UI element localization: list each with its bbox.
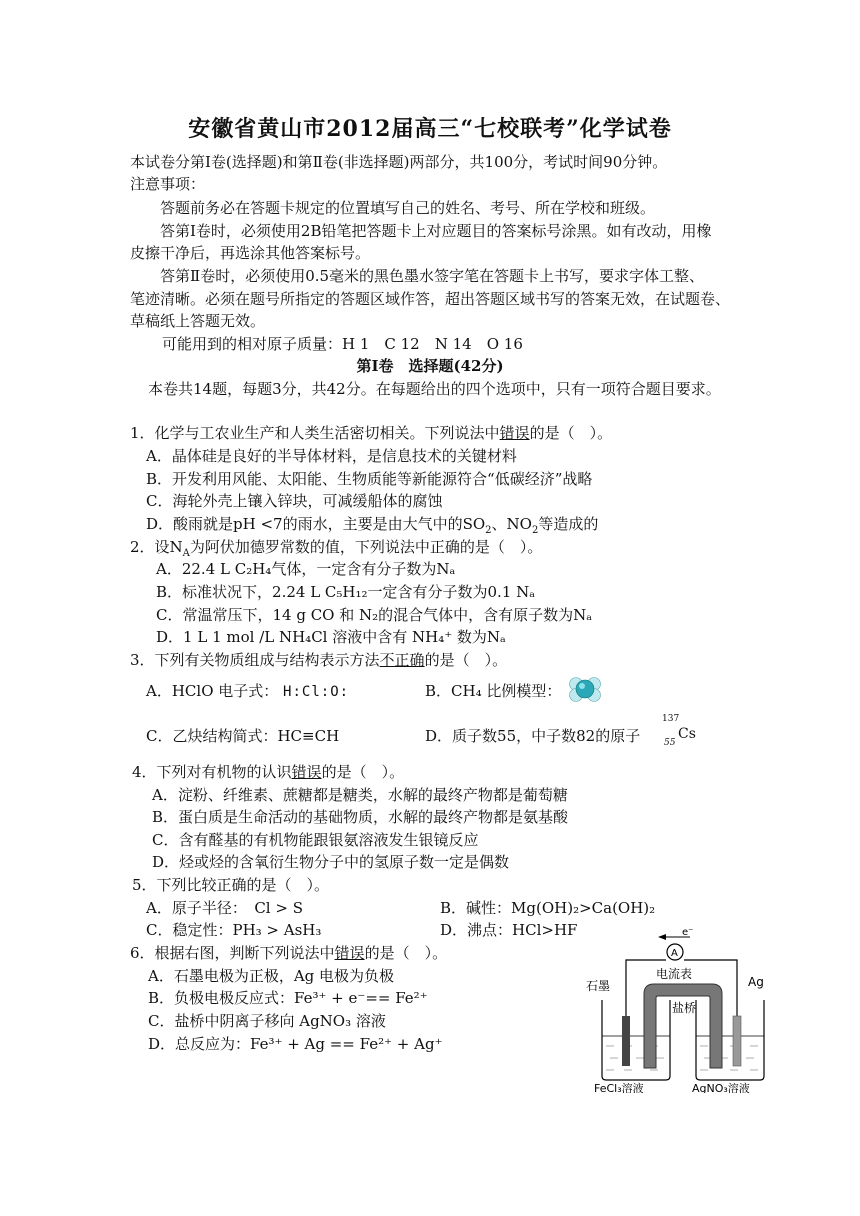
question-1-stem — [130, 423, 612, 443]
left-electrode-label: 石墨 — [586, 979, 611, 993]
q4-option-b: B．蛋白质是生命活动的基础物质，水解的最终产物都是氨基酸 — [152, 808, 569, 826]
cs-nuclide — [662, 714, 702, 754]
graphite-electrode — [622, 1016, 630, 1066]
section-description: 本卷共14题，每题3分，共42分。在每题给出的四个选项中，只有一项符合题目要求。 — [148, 380, 721, 398]
hclo-electron-formula: H:Cl:O: — [283, 684, 350, 700]
q1-option-a: A．晶体硅是良好的半导体材料，是信息技术的关键材料 — [146, 447, 517, 465]
q1-option-b: B．开发利用风能、太阳能、生物质能等新能源符合“低碳经济”战略 — [146, 470, 593, 488]
salt-bridge-label: 盐桥 — [672, 1001, 697, 1015]
right-electrode-label: Ag — [748, 975, 764, 989]
q3-option-b — [425, 681, 561, 701]
q3-option-d: D．质子数55，中子数82的原子 — [425, 727, 641, 745]
right-beaker — [696, 1000, 764, 1080]
notice-3c: 草稿纸上答题无效。 — [130, 312, 266, 330]
notice-3b: 笔迹清晰。必须在题号所指定的答题区域作答，超出答题区域书写的答案无效，在试题卷、 — [130, 290, 731, 308]
q4-stem-end: 的是（ ）。 — [321, 763, 405, 781]
left-solution-label: FeCl₃溶液 — [594, 1082, 644, 1093]
cs-mass-number: 137 — [662, 714, 680, 724]
q1-option-c: C．海轮外壳上镶入锌块，可减缓船体的腐蚀 — [146, 492, 443, 510]
electron-label: e⁻ — [682, 928, 694, 938]
q2-stem-end: 为阿伏加德罗常数的值，下列说法中正确的是（ ）。 — [189, 538, 543, 556]
q5-option-d: D．沸点：HCl>HF — [440, 921, 578, 939]
question-2-stem — [130, 537, 542, 557]
q4-option-a: A．淀粉、纤维素、蔗糖都是糖类，水解的最终产物都是葡萄糖 — [152, 786, 568, 804]
q2-option-a: A．22.4 L C₂H₄气体，一定含有分子数为Nₐ — [156, 560, 456, 578]
q4-option-c: C．含有醛基的有机物能跟银氨溶液发生银镜反应 — [152, 831, 479, 849]
q3-stem-end: 的是（ ）。 — [424, 651, 508, 669]
q2-stem-text: 2．设N — [130, 538, 183, 556]
intro-line: 本试卷分第Ⅰ卷(选择题)和第Ⅱ卷(非选择题)两部分，共100分，考试时间90分钟。 — [130, 153, 668, 171]
q5-option-a: A．原子半径： Cl > S — [146, 899, 303, 917]
question-4-stem — [132, 762, 404, 782]
question-6-stem — [130, 943, 447, 963]
q2-option-d: D．1 L 1 mol /L NH₄Cl 溶液中含有 NH₄⁺ 数为Nₐ — [156, 628, 506, 646]
q3-b-label: B．CH₄ 比例模型： — [425, 682, 562, 700]
left-beaker — [602, 1000, 670, 1080]
section-heading: 第Ⅰ卷 选择题(42分) — [356, 357, 504, 375]
right-solution-label: AgNO₃溶液 — [692, 1082, 750, 1093]
q4-emphasis: 错误 — [291, 763, 322, 781]
q2-sub: A — [182, 548, 190, 559]
cs-atomic-number: 55 — [664, 738, 676, 748]
notice-heading: 注意事项： — [130, 175, 206, 193]
ch4-space-filling-model — [568, 672, 602, 706]
question-3-stem — [130, 650, 507, 670]
q3-option-c: C．乙炔结构简式：HC≡CH — [146, 727, 340, 745]
q1-stem-end: 的是（ ）。 — [529, 424, 613, 442]
q1-emphasis: 错误 — [499, 424, 530, 442]
question-5-stem: 5．下列比较正确的是（ ）。 — [132, 876, 330, 894]
q1-d-mid: 、NO — [491, 515, 532, 533]
ammeter-label: 电流表 — [656, 967, 693, 981]
q6-option-c: C．盐桥中阴离子移向 AgNO₃ 溶液 — [148, 1012, 386, 1030]
q5-option-b: B．碱性：Mg(OH)₂>Ca(OH)₂ — [440, 899, 656, 917]
q3-a-label: A．HClO 电子式： — [146, 682, 279, 700]
q1-d-text: D．酸雨就是pH <7的雨水，主要是由大气中的SO — [146, 515, 486, 533]
cs-symbol: Cs — [678, 726, 696, 742]
q4-option-d: D．烃或烃的含氧衍生物分子中的氢原子数一定是偶数 — [152, 853, 510, 871]
ammeter-symbol: A — [671, 948, 678, 959]
q1-option-d: D．酸雨就是pH <7的雨水，主要是由大气中的$SO_2$、$NO_2$等造成的 — [146, 515, 599, 536]
notice-2b: 皮擦干净后，再选涂其他答案标号。 — [130, 244, 371, 262]
notice-3a: 答第Ⅱ卷时，必须使用0.5毫米的黑色墨水签字笔在答题卡上书写，要求字体工整、 — [160, 267, 705, 285]
q6-stem-end: 的是（ ）。 — [364, 944, 448, 962]
q3-emphasis: 不正确 — [379, 651, 425, 669]
q6-option-d: D．总反应为：Fe³⁺ + Ag == Fe²⁺ + Ag⁺ — [148, 1035, 443, 1053]
notice-1: 答题前务必在答题卡规定的位置填写自己的姓名、考号、所在学校和班级。 — [160, 199, 656, 217]
q5-option-c: C．稳定性：PH₃ > AsH₃ — [146, 921, 322, 939]
silver-electrode — [733, 1016, 741, 1066]
q6-option-a: A．石墨电极为正极，Ag 电极为负极 — [148, 967, 395, 985]
q2-option-b: B．标准状况下，2.24 L C₅H₁₂一定含有分子数为0.1 Nₐ — [156, 583, 536, 601]
galvanic-cell-diagram — [580, 928, 770, 1093]
q2-option-c: C．常温常压下，14 g CO 和 N₂的混合气体中，含有原子数为Nₐ — [156, 606, 593, 624]
q1-d-end: 等造成的 — [538, 515, 599, 533]
q3-stem-text: 3．下列有关物质组成与结构表示方法 — [130, 651, 380, 669]
q4-stem-text: 4．下列对有机物的认识 — [132, 763, 292, 781]
q1-stem-text: 1．化学与工农业生产和人类生活密切相关。下列说法中 — [130, 424, 500, 442]
q3-option-a — [146, 681, 349, 702]
q6-option-b: B．负极电极反应式：Fe³⁺ + e⁻== Fe²⁺ — [148, 989, 428, 1007]
salt-bridge — [644, 984, 722, 1068]
atomic-masses: 可能用到的相对原子质量：H 1 C 12 N 14 O 16 — [162, 335, 523, 353]
exam-title: 安徽省黄山市2012届高三“七校联考”化学试卷 — [188, 116, 672, 142]
q6-stem-text: 6．根据右图，判断下列说法中 — [130, 944, 335, 962]
q6-emphasis: 错误 — [334, 944, 365, 962]
notice-2a: 答第Ⅰ卷时，必须使用2B铅笔把答题卡上对应题目的答案标号涂黑。如有改动，用橡 — [160, 222, 712, 240]
